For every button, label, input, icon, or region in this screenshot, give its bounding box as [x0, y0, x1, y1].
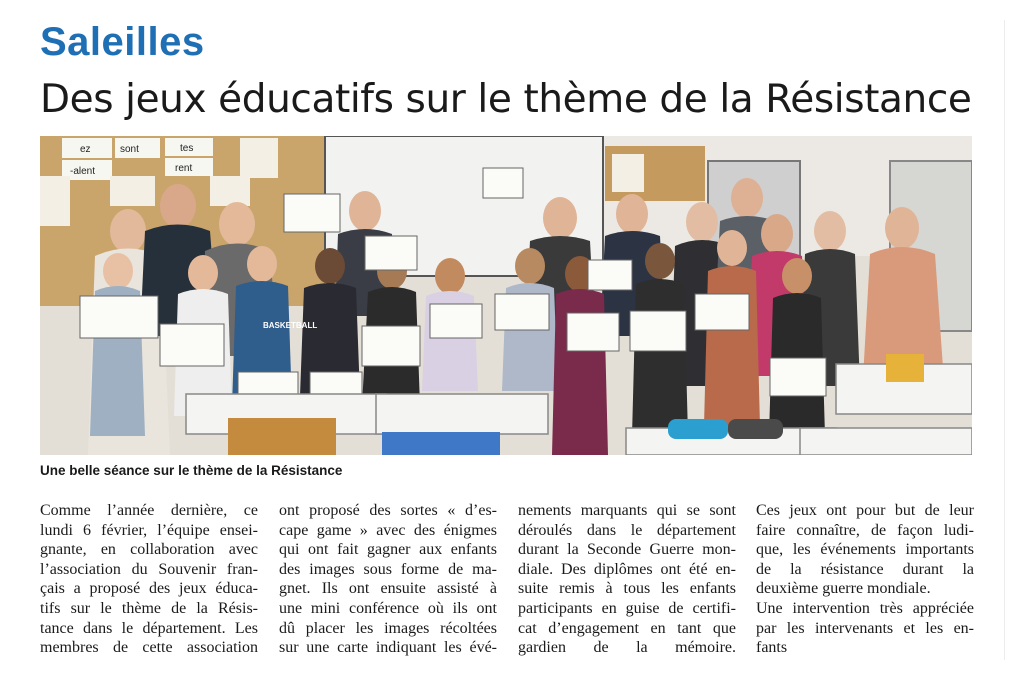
article-headline: Des jeux éducatifs sur le thème de la Résistance [40, 77, 972, 122]
body-line: çais a proposé des jeux éduca- [40, 580, 258, 598]
body-line: membres de cette association [40, 639, 258, 657]
body-line: sur une carte indiquant les évé- [279, 639, 497, 657]
body-line: une mini conférence où ils ont [279, 599, 497, 617]
body-line: déroulés dans le département [518, 521, 736, 539]
body-line: dû placer les images récoltées [279, 619, 497, 637]
body-line: cat d’engagement en tant que [518, 619, 736, 637]
body-line: diale. Des diplômes ont été en- [518, 560, 736, 578]
body-line: des images sous forme de ma- [279, 560, 497, 578]
body-line: Une intervention très appréciée [756, 599, 974, 617]
photo-card-text: rent [175, 163, 193, 174]
photo-caption: Une belle séance sur le thème de la Résistance [40, 463, 343, 478]
article-kicker: Saleilles [40, 20, 205, 64]
body-line: gardien de la mémoire. [518, 639, 736, 657]
article-body [40, 501, 975, 666]
body-line: Comme l’année dernière, ce [40, 502, 258, 519]
photo-card-text: sont [120, 144, 139, 155]
body-line: ont proposé des sortes « d’es- [279, 502, 497, 519]
article-column-4 [756, 501, 974, 658]
article-column-3 [518, 501, 736, 658]
photo-card-text: -alent [70, 166, 96, 177]
body-line: l’association du Souvenir fran- [40, 560, 258, 578]
photo-card-text: tes [180, 143, 194, 154]
body-line: de la résistance durant la [756, 560, 974, 578]
photo-shirt-text: BASKETBALL [263, 321, 318, 330]
photo-card-text: ez [80, 144, 91, 155]
body-line: que, les événements importants [756, 541, 974, 559]
body-line: nements marquants qui se sont [518, 502, 736, 519]
body-line: par les intervenants et les en- [756, 619, 974, 637]
body-line: durant la Seconde Guerre mon- [518, 541, 736, 559]
body-line: lundi 6 février, l’équipe ensei- [40, 521, 258, 539]
article-column-1 [40, 501, 258, 658]
body-line: suite remis à tous les enfants [518, 580, 736, 598]
body-line: gnet. Ils ont ensuite assisté à [279, 580, 497, 598]
body-line: Ces jeux ont pour but de leur [756, 502, 974, 519]
page-edge [1004, 20, 1014, 660]
body-line: fants [756, 639, 788, 657]
body-line: participants en guise de certifi- [518, 599, 736, 617]
body-line: cape game » avec des énigmes [279, 521, 497, 539]
body-line: gnante, en collaboration avec [40, 541, 258, 559]
body-line: deuxième guerre mondiale. [756, 580, 931, 598]
body-line: tifs sur le thème de la Résis- [40, 599, 258, 617]
body-line: faire connaître, de façon ludi- [756, 521, 974, 539]
article-column-2 [279, 501, 497, 658]
body-line: qui ont fait gagner aux enfants [279, 541, 497, 559]
article-photo [40, 136, 972, 455]
body-line: tance dans le département. Les [40, 619, 258, 637]
